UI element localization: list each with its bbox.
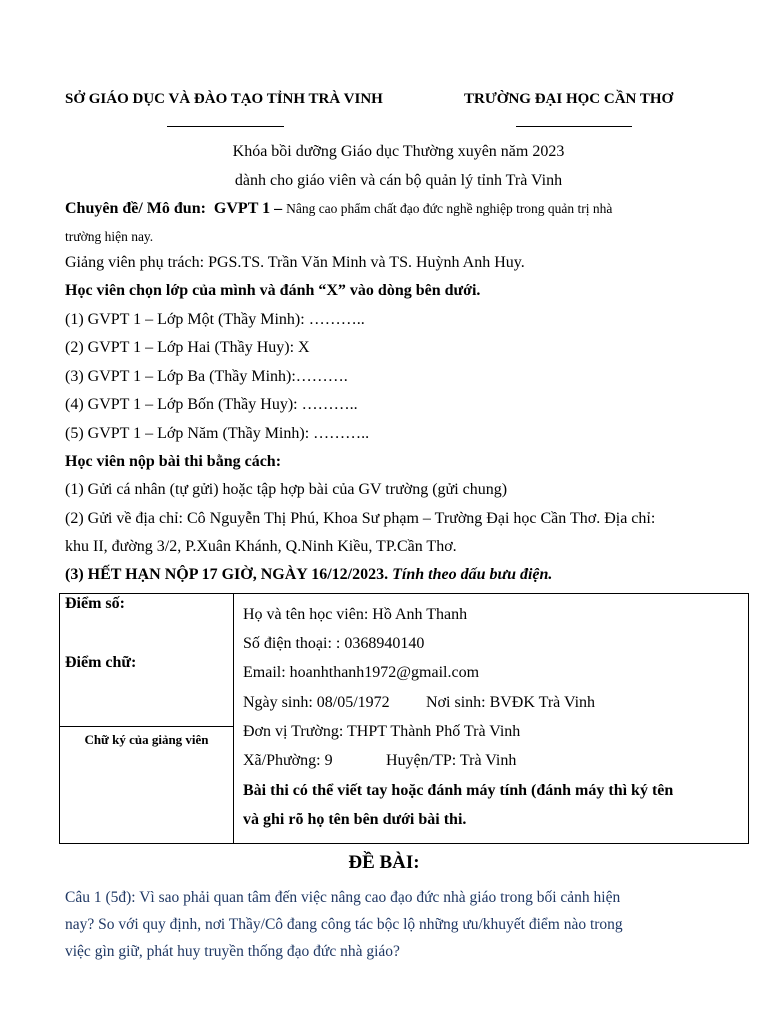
question-1-line-2: nay? So với quy định, nơi Thầy/Cô đang công tác bộc lộ những ưu/khuyết điểm nào trong — [65, 916, 623, 933]
student-birth-place: Nơi sinh: BVĐK Trà Vinh — [426, 694, 596, 711]
submission-item-2: (2) Gửi về địa chỉ: Cô Nguyễn Thị Phú, Khoa Sư phạm – Trường Đại học Cần Thơ. Địa chỉ: — [65, 510, 656, 527]
right-organization: TRƯỜNG ĐẠI HỌC CẦN THƠ — [464, 91, 674, 107]
exam-title: ĐỀ BÀI: — [348, 852, 420, 873]
submission-item-2-cont: khu II, đường 3/2, P.Xuân Khánh, Q.Ninh Kiều, TP.Cần Thơ. — [65, 538, 457, 555]
submission-deadline — [65, 566, 552, 584]
student-phone: Số điện thoại: : 0368940140 — [243, 635, 425, 652]
student-district: Huyện/TP: Trà Vinh — [386, 752, 517, 769]
exam-note-line-1: Bài thi có thể viết tay hoặc đánh máy tính (đánh máy thì ký tên — [243, 782, 674, 799]
class-option-4: (4) GVPT 1 – Lớp Bốn (Thầy Huy): ……….. — [65, 396, 358, 413]
score-number-label: Điểm số: — [65, 595, 125, 612]
topic-label: Chuyên đề/ Mô đun: — [65, 200, 206, 217]
student-name: Họ và tên học viên: Hồ Anh Thanh — [243, 606, 468, 623]
score-cell — [60, 594, 234, 727]
topic-description-cont: trường hiện nay. — [65, 229, 154, 244]
topic-code: GVPT 1 – — [213, 200, 283, 217]
student-ward: Xã/Phường: 9 — [243, 752, 333, 769]
lecturers: Giảng viên phụ trách: PGS.TS. Trần Văn Minh và TS. Huỳnh Anh Huy. — [65, 254, 525, 271]
submission-item-1: (1) Gửi cá nhân (tự gửi) hoặc tập hợp bài của GV trường (gửi chung) — [65, 481, 508, 498]
question-1-line-1: Câu 1 (5đ): Vì sao phải quan tâm đến việc nâng cao đạo đức nhà giáo trong bối cảnh hiện — [65, 889, 621, 906]
class-option-3: (3) GVPT 1 – Lớp Ba (Thầy Minh):………. — [65, 368, 348, 385]
left-header-underline — [167, 126, 284, 127]
student-email: Email: hoanhthanh1972@gmail.com — [243, 664, 480, 681]
student-details-cell — [234, 594, 749, 844]
topic-description: Nâng cao phẩm chất đạo đức nghề nghiệp trong quản trị nhà — [286, 201, 613, 216]
deadline-postmark: Tính theo dấu bưu điện. — [392, 566, 553, 583]
lecturer-signature-cell — [60, 727, 234, 844]
lecturer-signature-label: Chữ ký của giảng viên — [84, 732, 209, 747]
topic-line — [65, 200, 612, 218]
class-option-5: (5) GVPT 1 – Lớp Năm (Thầy Minh): ……….. — [65, 425, 370, 442]
exam-note-line-2: và ghi rõ họ tên bên dưới bài thi. — [243, 811, 467, 828]
submission-heading: Học viên nộp bài thi bằng cách: — [65, 453, 282, 470]
class-instruction: Học viên chọn lớp của mình và đánh “X” vào dòng bên dưới. — [65, 282, 481, 299]
left-organization: SỞ GIÁO DỤC VÀ ĐÀO TẠO TỈNH TRÀ VINH — [65, 91, 383, 107]
course-line-2: dành cho giáo viên và cán bộ quản lý tỉnh Trà Vinh — [234, 172, 563, 189]
question-1-line-3: việc gìn giữ, phát huy truyền thống đạo đức nhà giáo? — [65, 943, 400, 960]
student-birth-date: Ngày sinh: 08/05/1972 — [243, 694, 390, 711]
student-info-table — [59, 593, 749, 844]
student-school: Đơn vị Trường: THPT Thành Phố Trà Vinh — [243, 723, 521, 740]
score-words-label: Điểm chữ: — [65, 654, 137, 671]
deadline-bold: (3) HẾT HẠN NỘP 17 GIỜ, NGÀY 16/12/2023. — [65, 566, 389, 583]
right-header-underline — [516, 126, 632, 127]
class-option-1: (1) GVPT 1 – Lớp Một (Thầy Minh): ……….. — [65, 311, 365, 328]
course-line-1: Khóa bồi dưỡng Giáo dục Thường xuyên năm 2023 — [232, 143, 565, 160]
class-option-2: (2) GVPT 1 – Lớp Hai (Thầy Huy): X — [65, 339, 310, 356]
